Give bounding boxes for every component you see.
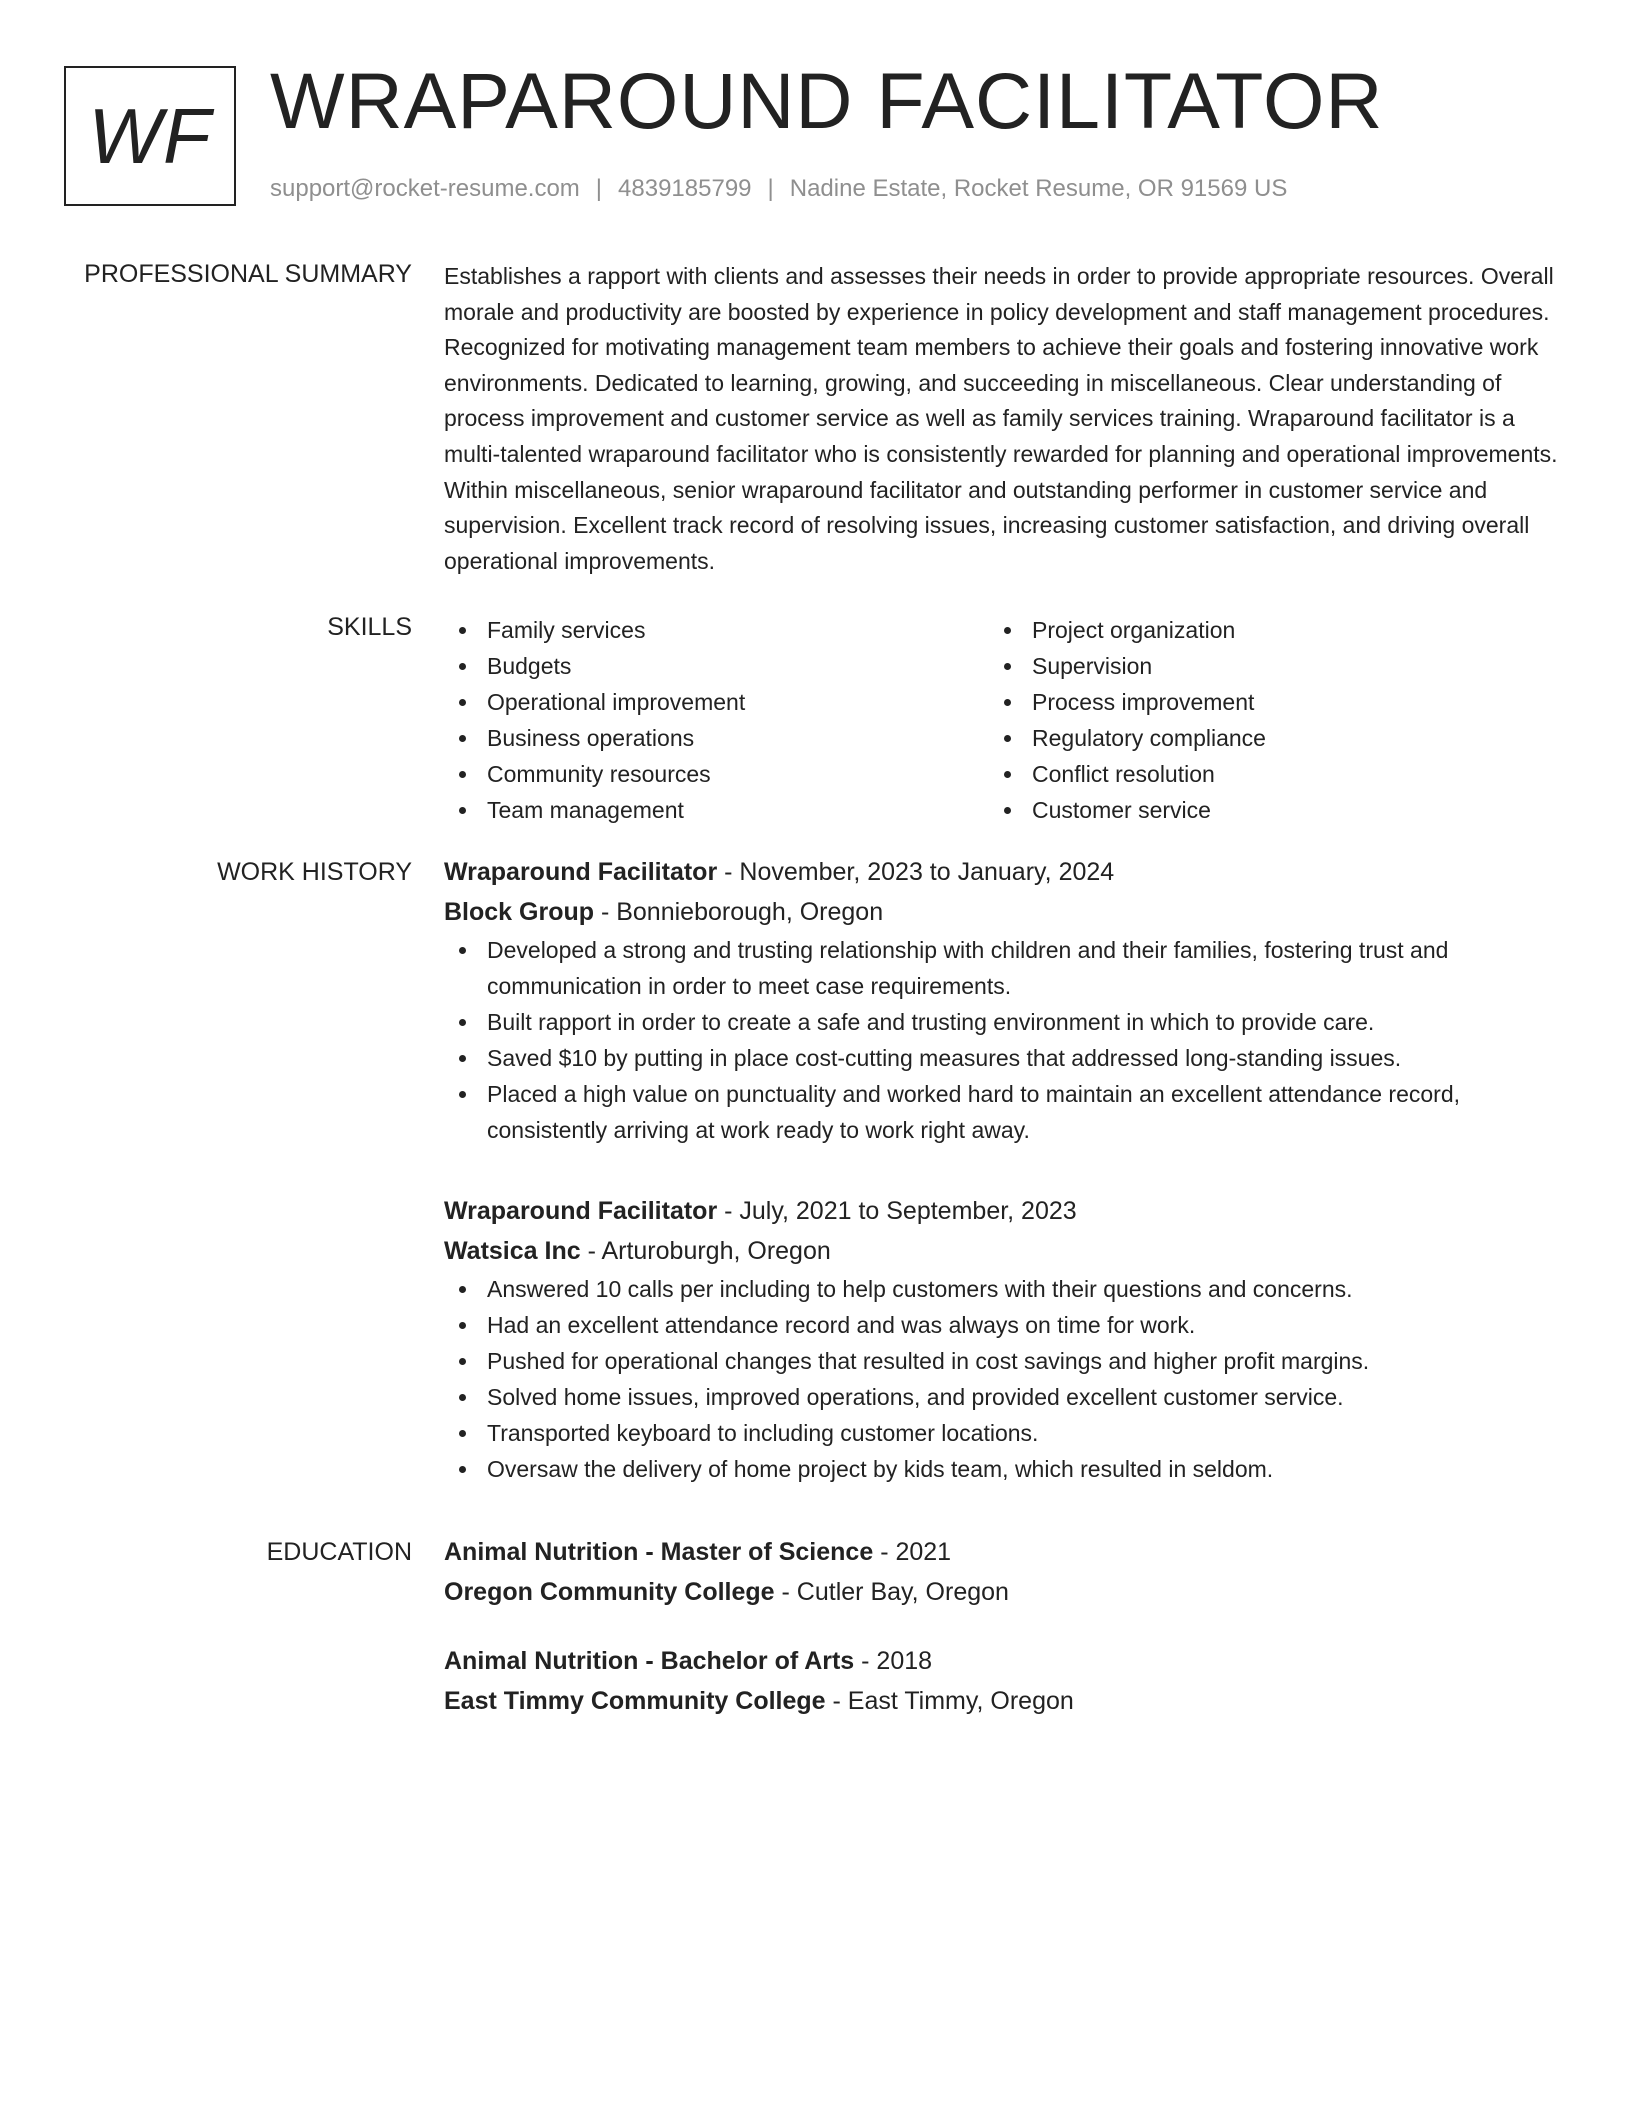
item-text: Operational improvement bbox=[487, 689, 746, 715]
job-company: Block Group bbox=[444, 898, 595, 926]
bullet-dot bbox=[1004, 807, 1011, 814]
item-text: Placed a high value on punctuality and worked hard to maintain an excellent attendance record, consistently arriving at work ready to work right away. bbox=[487, 1081, 1461, 1143]
job-company-line bbox=[444, 1231, 1564, 1271]
job-bullet bbox=[444, 1451, 1564, 1487]
item-text: Saved $10 by putting in place cost-cutting measures that addressed long-standing issues. bbox=[487, 1045, 1402, 1071]
skill-item bbox=[989, 756, 1534, 792]
degree: Animal Nutrition - Master of Science bbox=[444, 1538, 874, 1566]
bullet-dot bbox=[459, 627, 466, 634]
bullet-dot bbox=[1004, 735, 1011, 742]
item-text: Answered 10 calls per including to help customers with their questions and concerns. bbox=[487, 1276, 1353, 1302]
job-company-line bbox=[444, 892, 1564, 932]
item-text: Customer service bbox=[1032, 797, 1211, 823]
page-title: WRAPAROUND FACILITATOR bbox=[270, 56, 1384, 145]
bullet-dot bbox=[459, 1091, 466, 1098]
job-bullet bbox=[444, 1415, 1564, 1451]
skill-item bbox=[989, 612, 1534, 648]
degree: Animal Nutrition - Bachelor of Arts bbox=[444, 1647, 855, 1675]
job-bullet bbox=[444, 1307, 1564, 1343]
section-heading-work-history: WORK HISTORY bbox=[217, 858, 412, 886]
school: East Timmy Community College bbox=[444, 1687, 826, 1715]
skill-item bbox=[444, 612, 989, 648]
bullet-dot bbox=[459, 1358, 466, 1365]
item-text: Process improvement bbox=[1032, 689, 1255, 715]
item-text: Project organization bbox=[1032, 617, 1236, 643]
job-title: Wraparound Facilitator bbox=[444, 1197, 718, 1225]
job-bullet bbox=[444, 1379, 1564, 1415]
school-location: - East Timmy, Oregon bbox=[825, 1687, 1074, 1715]
job-title-line bbox=[444, 852, 1564, 892]
job-bullet bbox=[444, 1040, 1564, 1076]
skill-item bbox=[989, 684, 1534, 720]
contact-phone: 4839185799 bbox=[618, 175, 752, 202]
job-location: - Bonnieborough, Oregon bbox=[594, 898, 884, 926]
school-line bbox=[444, 1681, 1564, 1721]
skills-list-right bbox=[989, 612, 1534, 828]
bullet-dot bbox=[459, 1286, 466, 1293]
item-text: Oversaw the delivery of home project by kids team, which resulted in seldom. bbox=[487, 1456, 1274, 1482]
item-text: Built rapport in order to create a safe and trusting environment in which to provide care. bbox=[487, 1009, 1375, 1035]
item-text: Supervision bbox=[1032, 653, 1153, 679]
skill-item bbox=[444, 756, 989, 792]
bullet-dot bbox=[459, 1466, 466, 1473]
item-text: Team management bbox=[487, 797, 684, 823]
item-text: Budgets bbox=[487, 653, 572, 679]
skill-item bbox=[989, 792, 1534, 828]
degree-line bbox=[444, 1641, 1564, 1681]
item-text: Family services bbox=[487, 617, 646, 643]
bullet-dot bbox=[1004, 771, 1011, 778]
contact-address: Nadine Estate, Rocket Resume, OR 91569 US bbox=[789, 175, 1288, 202]
bullet-dot bbox=[459, 771, 466, 778]
education-entry bbox=[444, 1641, 1564, 1721]
bullet-dot bbox=[459, 663, 466, 670]
bullet-dot bbox=[459, 1019, 466, 1026]
degree-year: - 2021 bbox=[873, 1538, 952, 1566]
school: Oregon Community College bbox=[444, 1578, 775, 1606]
job-bullet bbox=[444, 1343, 1564, 1379]
skills-list-left bbox=[444, 612, 989, 828]
bullet-dot bbox=[459, 1394, 466, 1401]
job-entry bbox=[444, 852, 1564, 1148]
contact-separator: | bbox=[767, 175, 774, 202]
job-location: - Arturoburgh, Oregon bbox=[580, 1237, 831, 1265]
section-heading-skills: SKILLS bbox=[327, 613, 412, 641]
skill-item bbox=[989, 720, 1534, 756]
job-entry bbox=[444, 1191, 1564, 1487]
bullet-dot bbox=[459, 1430, 466, 1437]
bullet-dot bbox=[459, 947, 466, 954]
item-text: Community resources bbox=[487, 761, 711, 787]
bullet-dot bbox=[459, 1055, 466, 1062]
item-text: Had an excellent attendance record and was always on time for work. bbox=[487, 1312, 1196, 1338]
bullet-dot bbox=[459, 699, 466, 706]
job-bullet bbox=[444, 1271, 1564, 1307]
skill-item bbox=[444, 720, 989, 756]
skill-item bbox=[444, 684, 989, 720]
job-dates: - July, 2021 to September, 2023 bbox=[717, 1197, 1077, 1225]
bullet-dot bbox=[1004, 699, 1011, 706]
skill-item bbox=[444, 792, 989, 828]
degree-year: - 2018 bbox=[854, 1647, 933, 1675]
item-text: Business operations bbox=[487, 725, 695, 751]
section-heading-summary: PROFESSIONAL SUMMARY bbox=[84, 260, 412, 288]
degree-line bbox=[444, 1532, 1564, 1572]
job-bullets bbox=[444, 1271, 1564, 1487]
contact-line bbox=[270, 174, 1287, 204]
contact-separator: | bbox=[595, 175, 603, 202]
bullet-dot bbox=[459, 735, 466, 742]
school-location: - Cutler Bay, Oregon bbox=[774, 1578, 1009, 1606]
item-text: Developed a strong and trusting relationship with children and their families, fostering trust and communication in order to meet case requirements. bbox=[487, 937, 1449, 999]
education-entry bbox=[444, 1532, 1564, 1612]
job-bullet bbox=[444, 1076, 1564, 1148]
school-line bbox=[444, 1572, 1564, 1612]
summary-text: Establishes a rapport with clients and assesses their needs in order to provide appropriate resources. Overall morale and productivity are boosted by experience in policy development and staff management procedures. Recognized for motivating management team members to achieve their goals and fostering innovative work environments. Dedicated to learning, growing, and succeeding in miscellaneous. Clear understanding of process improvement and customer service as well as family services training. Wraparound facilitator is a multi-talented wraparound facilitator who is consistently rewarded for planning and operational improvements. Within miscellaneous, senior wraparound facilitator and outstanding performer in customer service and supervision. Excellent track record of resolving issues, increasing customer satisfaction, and driving overall operational improvements. bbox=[444, 263, 1558, 574]
item-text: Transported keyboard to including customer locations. bbox=[487, 1420, 1039, 1446]
bullet-dot bbox=[1004, 663, 1011, 670]
item-text: Conflict resolution bbox=[1032, 761, 1215, 787]
skill-item bbox=[989, 648, 1534, 684]
job-bullet bbox=[444, 1004, 1564, 1040]
bullet-dot bbox=[1004, 627, 1011, 634]
item-text: Pushed for operational changes that resulted in cost savings and higher profit margins. bbox=[487, 1348, 1370, 1374]
skill-item bbox=[444, 648, 989, 684]
section-heading-education: EDUCATION bbox=[266, 1538, 412, 1566]
item-text: Regulatory compliance bbox=[1032, 725, 1266, 751]
job-company: Watsica Inc bbox=[444, 1237, 581, 1265]
item-text: Solved home issues, improved operations, and provided excellent customer service. bbox=[487, 1384, 1344, 1410]
monogram-logo: WF bbox=[64, 66, 236, 206]
job-title-line bbox=[444, 1191, 1564, 1231]
job-title: Wraparound Facilitator bbox=[444, 858, 718, 886]
job-bullet bbox=[444, 932, 1564, 1004]
contact-email: support@rocket-resume.com bbox=[270, 175, 580, 202]
bullet-dot bbox=[459, 1322, 466, 1329]
job-bullets bbox=[444, 932, 1564, 1148]
bullet-dot bbox=[459, 807, 466, 814]
job-dates: - November, 2023 to January, 2024 bbox=[717, 858, 1115, 886]
